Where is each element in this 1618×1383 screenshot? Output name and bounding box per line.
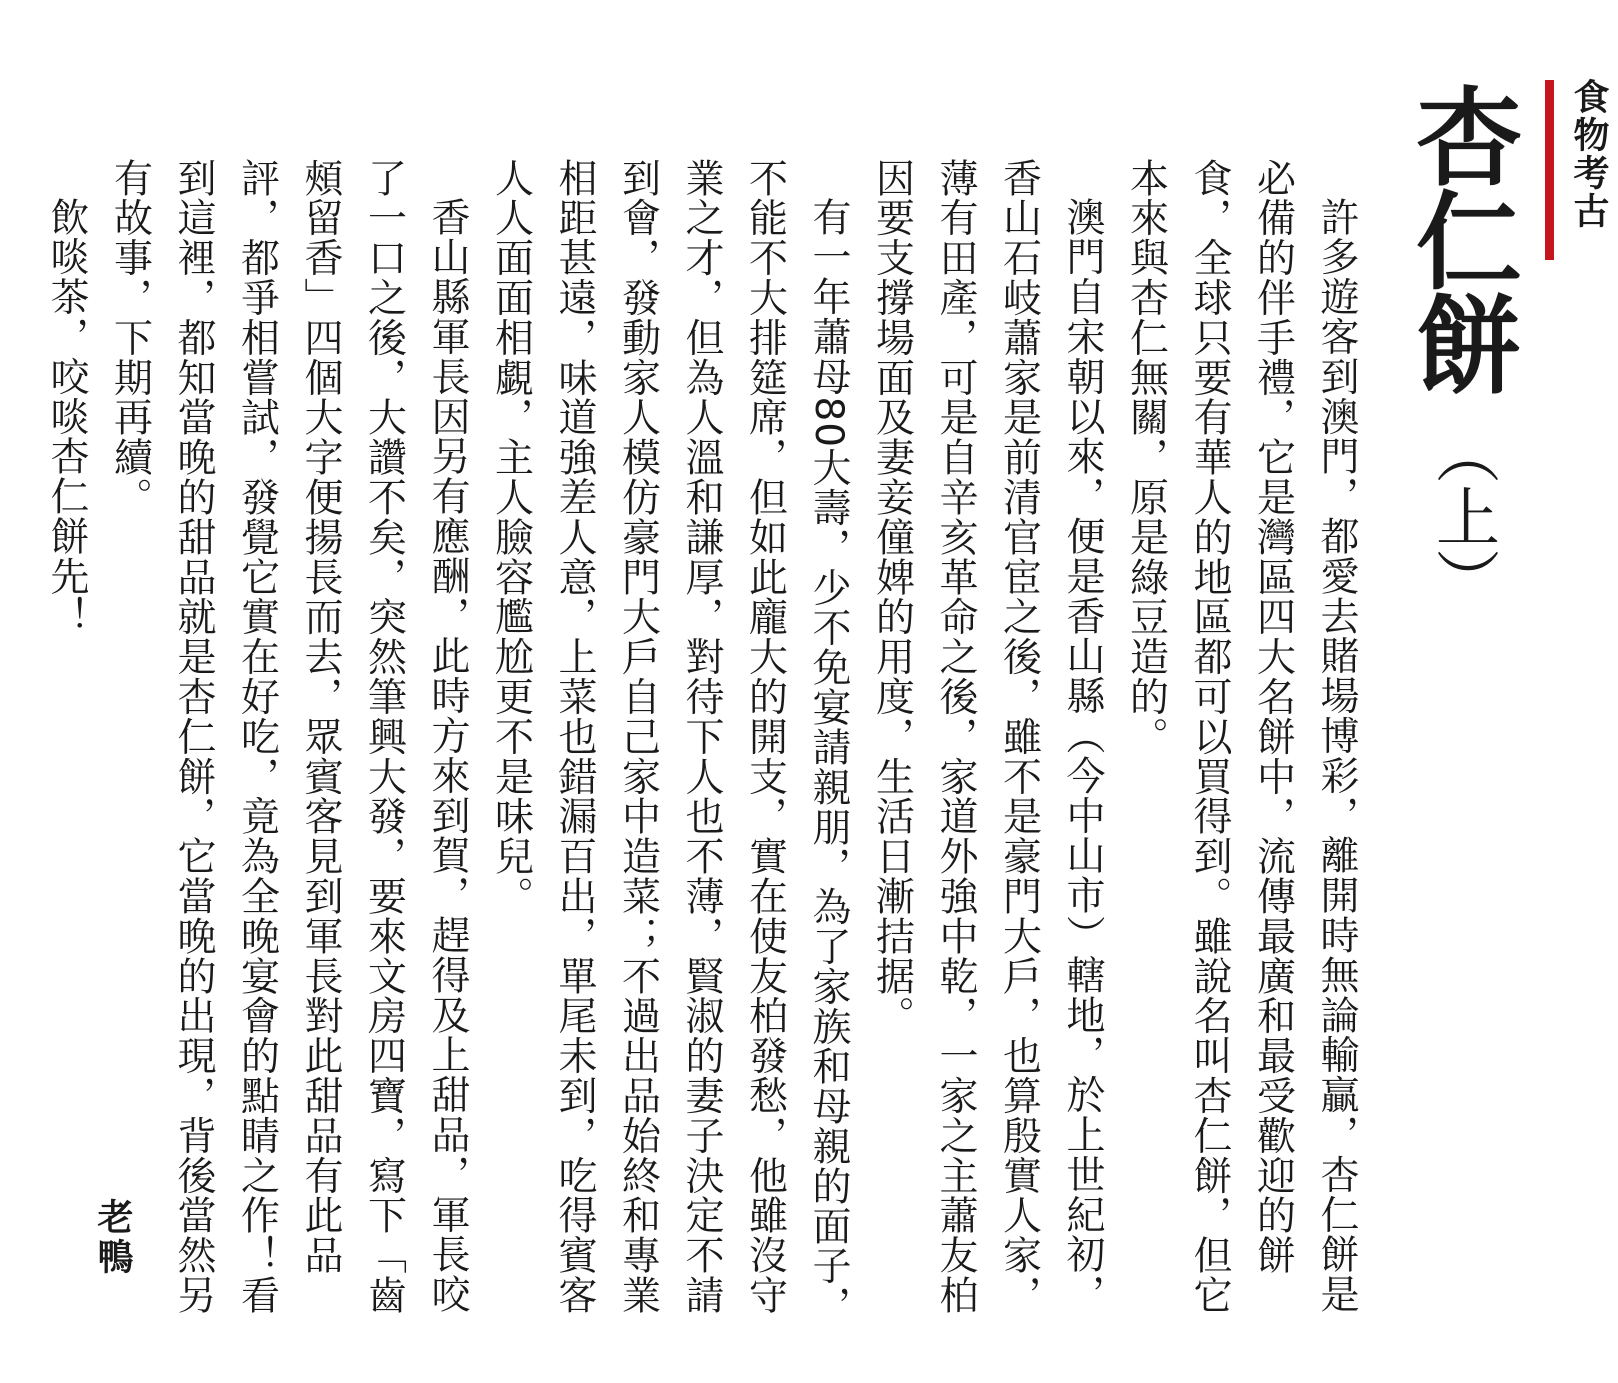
article-body xyxy=(44,158,1368,1348)
section-label: 食物考古 xyxy=(1568,78,1609,230)
section-accent-bar xyxy=(1545,80,1554,260)
article-subtitle: （上） xyxy=(1425,420,1499,612)
paragraph: 香山縣軍長因另有應酬，此時方來到賀，趕得及上甜品，軍長咬了一口之後，大讚不矣，突然筆興大發，要來文房四寶，寫下「齒頰留香」四個大字便揚長而去，眾賓客見到軍長對此甜品有此品評，都爭相嘗試，發覺它實在好吃，竟為全晚宴會的點睛之作！看到這裡，都知當晚的甜品就是杏仁餅，它當晚的出現，背後當然另有故事，下期再續。 xyxy=(107,158,470,1316)
paragraph: 有一年蕭母80大壽，少不免宴請親朋，為了家族和母親的面子，不能不大排筵席，但如此龐大的開支，實在使友柏發愁，他雖沒守業之才，但為人溫和謙厚，對待下人也不薄，賢淑的妻子決定不請到會，發動家人模仿豪門大戶自己家中造菜；不過出品始終和專業相距甚遠，味道強差人意，上菜也錯漏百出，單尾未到，吃得賓客人人面面相覷，主人臉容尷尬更不是味兒。 xyxy=(488,158,851,1326)
article-title: 杏仁餅 xyxy=(1399,82,1522,394)
paragraph: 澳門自宋朝以來，便是香山縣（今中山市）轄地，於上世紀初，香山石岐蕭家是前清官宦之後，雖不是豪門大戶，也算殷實人家，薄有田產，可是自辛亥革命之後，家道外強中乾，一家之主蕭友柏因要支撐場面及妻妾僮婢的用度，生活日漸拮据。 xyxy=(869,158,1105,1316)
paragraph: 許多遊客到澳門，都愛去賭場博彩，離開時無論輸贏，杏仁餅是必備的伴手禮，它是灣區四大名餅中，流傳最廣和最受歡迎的餅食，全球只要有華人的地區都可以買得到。雖說名叫杏仁餅，但它本來與杏仁無關，原是綠豆造的。 xyxy=(1123,158,1359,1316)
paragraph: 飲啖茶，咬啖杏仁餅先！ xyxy=(44,197,89,636)
author-name: 老鴨 xyxy=(92,1198,133,1278)
